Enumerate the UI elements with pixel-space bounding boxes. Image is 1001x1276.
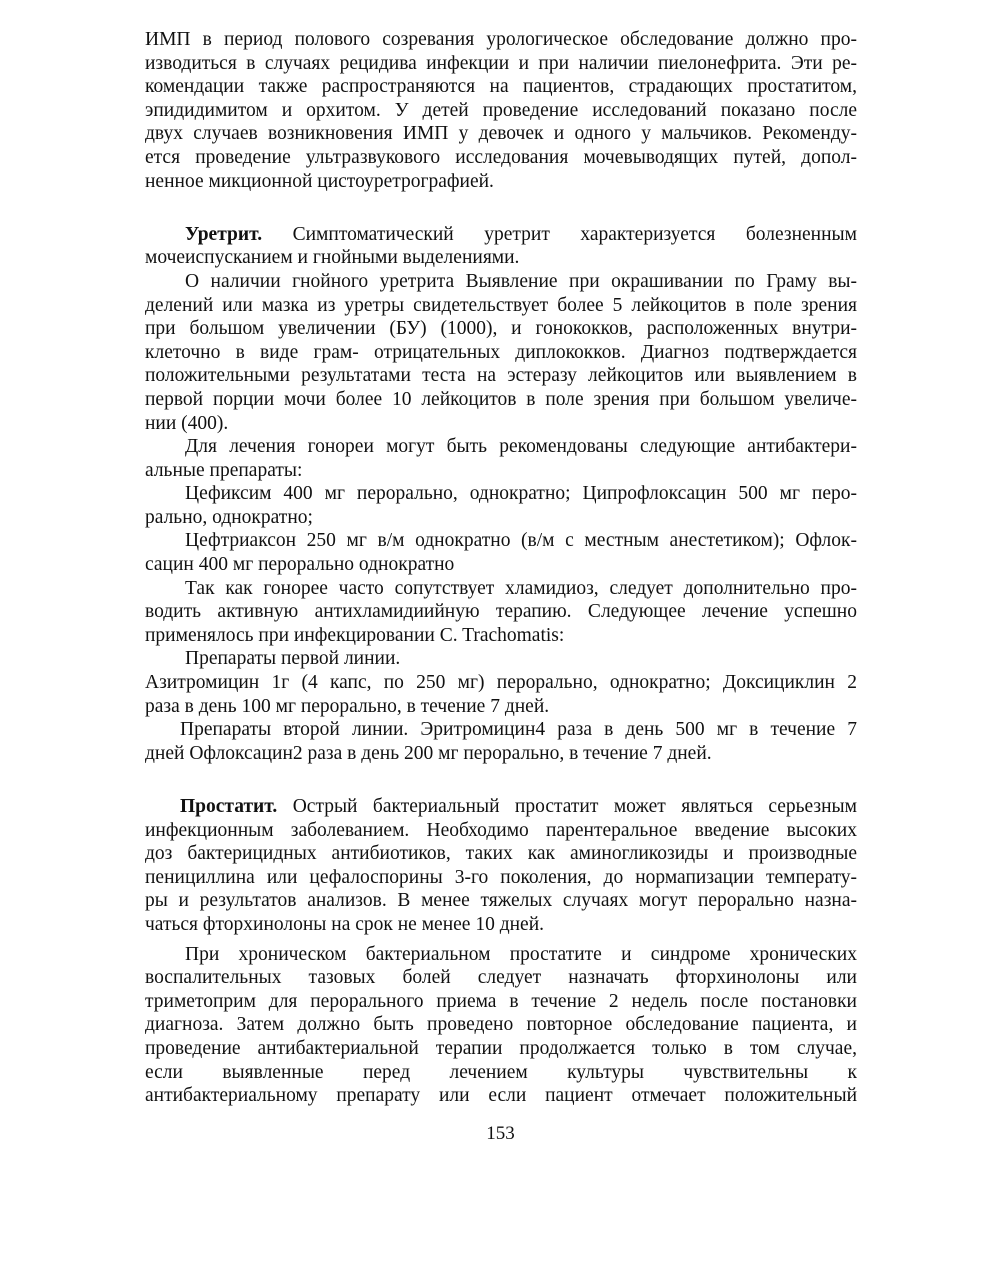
text-line: доз бактерицидных антибиотиков, таких как аминогликозиды и производные [145,843,857,865]
text-line: водить активную антихламидиийную терапию. Следующее лечение успешно [145,601,857,623]
text-line: Препараты второй линии. Эритромицин4 раза в день 500 мг в течение 7 [180,719,857,741]
text-line: комендации также распространяются на пациентов, страдающих простатитом, [145,76,857,98]
text-line: диагноза. Затем должно быть проведено повторное обследование пациента, и [145,1014,857,1036]
text-line: эпидидимитом и орхитом. У детей проведение исследований показано после [145,99,857,121]
text-line: Препараты первой линии. [185,648,401,670]
urethritis-first-line [145,223,857,247]
text-line: раза в день 100 мг перорально, в течение 7 дней. [145,695,550,717]
text-line: двух случаев возникновения ИМП у девочек и одного у мальчиков. Рекоменду- [145,123,857,145]
text-line: Цефиксим 400 мг перорально, однократно; Ципрофлоксацин 500 мг перо- [185,483,857,505]
text-line: При хроническом бактериальном простатите и синдроме хронических [185,943,857,965]
text-line: О наличии гнойного уретрита Выявление при окрашивании по Граму вы- [185,270,857,292]
text-line: делений или мазка из уретры свидетельствует более 5 лейкоцитов в поле зрения [145,294,857,316]
text-fragment: Острый бактериальный простатит может являться серьезным [277,796,857,817]
prostatitis-section [145,795,857,1108]
text-line: триметоприм для перорального приема в течение 2 недель после постановки [145,990,857,1012]
text-line: антибактериальному препарату или если пациент отмечает положительный [145,1085,857,1107]
prostatitis-heading: Простатит. [180,796,278,817]
document-page [145,28,857,1108]
text-line: чаться фторхинолоны на срок не менее 10 дней. [145,913,545,935]
text-line: Для лечения гонореи могут быть рекомендованы следующие антибактери- [185,436,857,458]
text-line: Цефтриаксон 250 мг в/м однократно (в/м с местным анестетиком); Офлок- [185,530,857,552]
text-line: клеточно в виде грам- отрицательных диплококков. Диагноз подтверждается [145,341,857,363]
text-line: если выявленные перед лечением культуры чувствительны к [145,1061,857,1083]
text-line: при большом увеличении (БУ) (1000), и гонококков, расположенных внутри- [145,318,857,340]
prostatitis-first-line [145,795,857,819]
text-line: изводиться в случаях рецидива инфекции и при наличии пиелонефрита. Эти ре- [145,52,857,74]
text-line: воспалительных тазовых болей следует назначать фторхинолоны или [145,967,857,989]
text-line: мочеиспусканием и гнойными выделениями. [145,247,520,269]
text-line: нии (400). [145,412,229,434]
urethritis-heading: Уретрит. [185,223,263,245]
text-line: ненное микционной цистоуретрографией. [145,170,494,192]
text-line: инфекционным заболеванием. Необходимо парентеральное введение высоких [145,819,857,841]
text-line: проведение антибактериальной терапии продолжается только в том случае, [145,1037,857,1059]
text-line: первой порции мочи более 10 лейкоцитов в поле зрения при большом увеличе- [145,388,857,410]
text-line: ры и результатов анализов. В менее тяжелых случаях могут перорально назна- [145,890,857,912]
text-line: сацин 400 мг перорально однократно [145,554,455,576]
text-line: альные препараты: [145,459,303,481]
text-line: дней Офлоксацин2 раза в день 200 мг перорально, в течение 7 дней. [145,742,712,764]
text-line: Так как гонорее часто сопутствует хламидиоз, следует дополнительно про- [185,577,857,599]
text-line: ется проведение ультразвукового исследования мочевыводящих путей, допол- [145,146,857,168]
urethritis-section [145,223,857,766]
text-line: применялось при инфекцировании C. Trachomatis: [145,624,565,646]
text-line: Азитромицин 1г (4 капс, по 250 мг) перорально, однократно; Доксициклин 2 [145,672,857,694]
text-line: ИМП в период полового созревания урологическое обследование должно про- [145,29,857,50]
text-line: пенициллина или цефалоспорины 3-го поколения, до нормапизации температу- [145,866,857,888]
page-number: 153 [486,1123,515,1144]
intro-paragraph [145,28,857,193]
text-fragment: Симптоматический уретрит характеризуется болезненным [262,223,857,245]
text-line: положительными результатами теста на эстеразу лейкоцитов или выявлением в [145,365,857,387]
text-line: рально, однократно; [145,506,313,528]
